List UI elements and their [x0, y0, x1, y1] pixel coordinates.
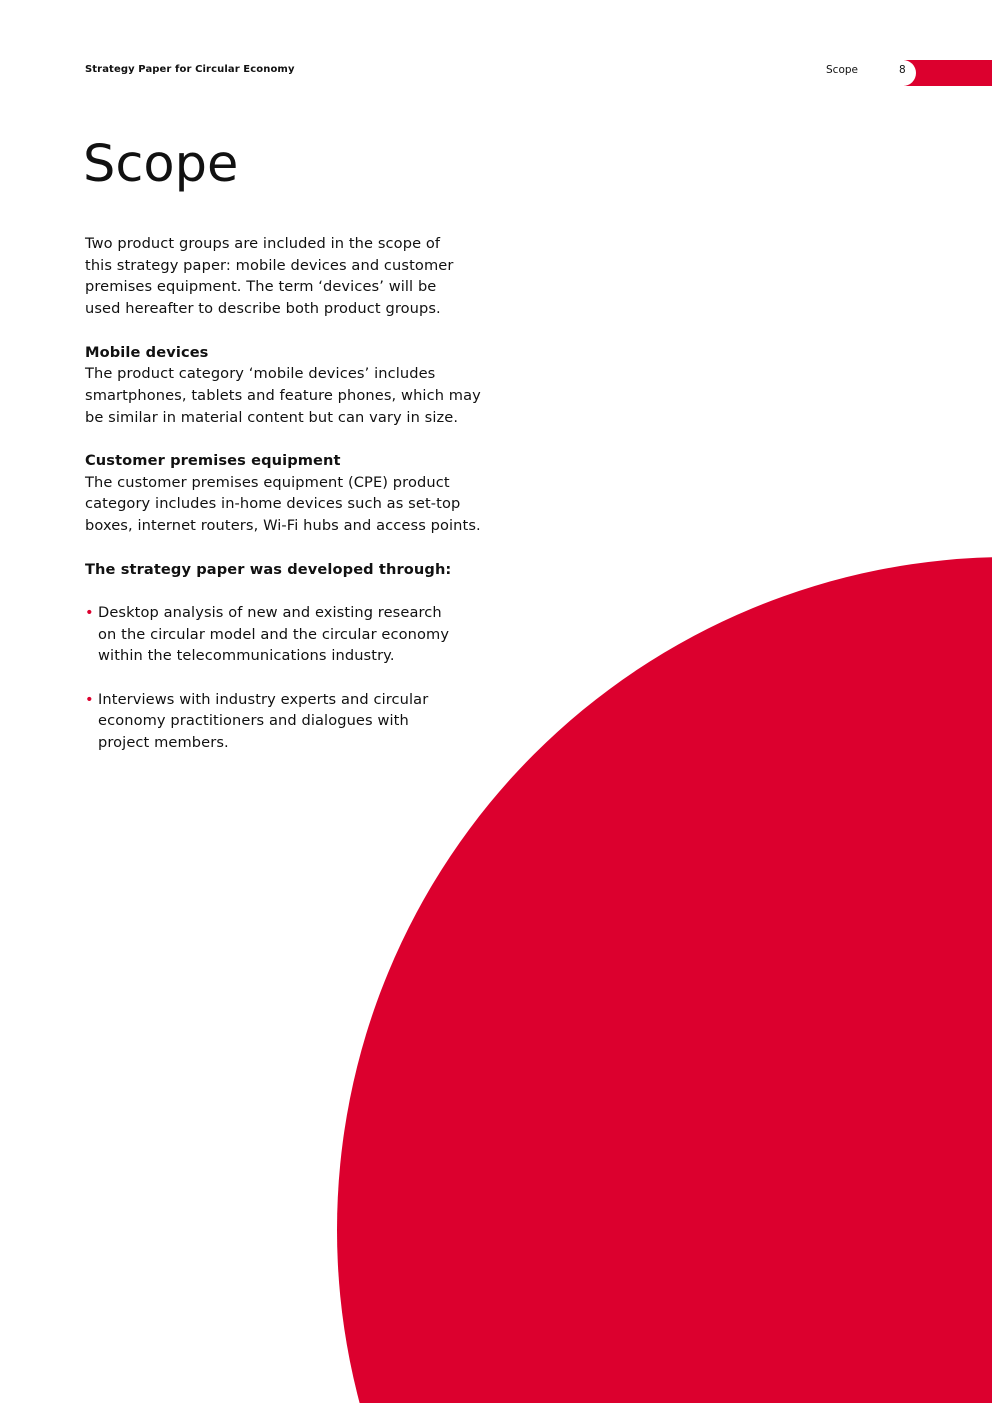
header-document-title: Strategy Paper for Circular Economy: [85, 64, 295, 75]
page-tab-bar: [904, 60, 992, 86]
mobile-line: be similar in material content but can vary in size.: [85, 408, 459, 426]
bullet-line: Desktop analysis of new and existing research: [98, 603, 442, 621]
cpe-line: category includes in-home devices such as set-top: [85, 495, 461, 513]
mobile-line: The product category ‘mobile devices’ includes: [85, 365, 436, 383]
developed-through-heading: The strategy paper was developed through:: [85, 560, 452, 578]
cpe-line: boxes, internet routers, Wi-Fi hubs and access points.: [85, 517, 481, 535]
mobile-line: smartphones, tablets and feature phones, which may: [85, 386, 481, 404]
bullet-line: economy practitioners and dialogues with: [98, 712, 409, 730]
method-bullet-list: [85, 602, 545, 754]
main-content: [85, 233, 545, 754]
cpe-line: The customer premises equipment (CPE) product: [85, 473, 450, 491]
bullet-icon: •: [85, 603, 94, 621]
bullet-line: project members.: [98, 734, 229, 752]
bullet-line: Interviews with industry experts and circular: [98, 690, 429, 708]
page-number: 8: [899, 64, 906, 76]
cpe-paragraph: [85, 472, 545, 537]
intro-line: premises equipment. The term ‘devices’ will be: [85, 278, 437, 296]
intro-line: used hereafter to describe both product groups.: [85, 300, 441, 318]
bullet-icon: •: [85, 690, 94, 708]
intro-line: Two product groups are included in the scope of: [85, 235, 441, 252]
intro-line: this strategy paper: mobile devices and customer: [85, 256, 454, 274]
intro-paragraph: [85, 233, 545, 320]
mobile-devices-heading: Mobile devices: [85, 343, 209, 361]
bullet-line: on the circular model and the circular economy: [98, 625, 450, 643]
list-item: [85, 602, 545, 667]
page-tab-marker: [891, 60, 992, 86]
cpe-heading: Customer premises equipment: [85, 452, 341, 469]
header-section-name: Scope: [826, 64, 858, 76]
bullet-line: within the telecommunications industry.: [98, 647, 395, 665]
page-title: Scope: [83, 135, 239, 194]
list-item: [85, 689, 545, 754]
mobile-devices-paragraph: [85, 363, 545, 428]
